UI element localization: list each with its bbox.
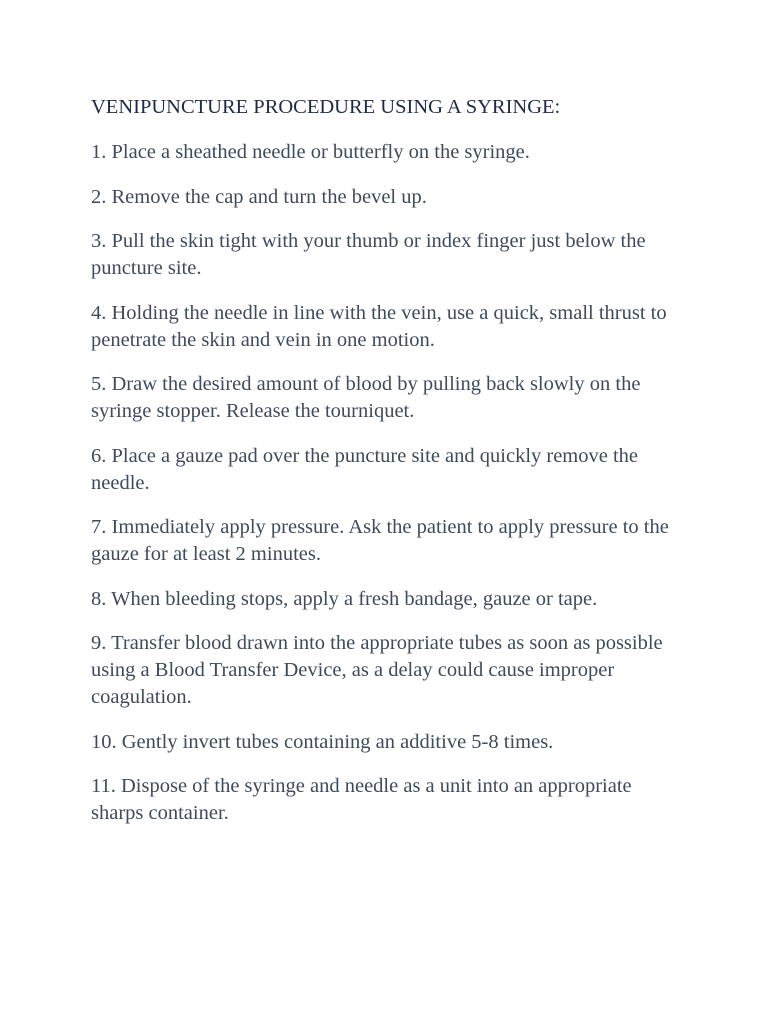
procedure-step-11: 11. Dispose of the syringe and needle as a unit into an appropriate sharps container. — [91, 775, 632, 824]
procedure-steps-list — [91, 139, 681, 827]
procedure-step-10: 10. Gently invert tubes containing an additive 5-8 times. — [91, 730, 554, 753]
document-content — [91, 94, 681, 845]
procedure-step-8: 8. When bleeding stops, apply a fresh bandage, gauze or tape. — [91, 587, 598, 610]
procedure-step-5: 5. Draw the desired amount of blood by pulling back slowly on the syringe stopper. Release the tourniquet. — [91, 373, 641, 422]
procedure-step-2: 2. Remove the cap and turn the bevel up. — [91, 185, 427, 208]
procedure-step-6: 6. Place a gauze pad over the puncture site and quickly remove the needle. — [91, 444, 639, 494]
procedure-step-3: 3. Pull the skin tight with your thumb or index finger just below the puncture site. — [91, 230, 646, 279]
procedure-step-4: 4. Holding the needle in line with the vein, use a quick, small thrust to penetrate the skin and vein in one motion. — [91, 301, 667, 351]
procedure-step-1: 1. Place a sheathed needle or butterfly on the syringe. — [91, 141, 530, 163]
procedure-step-7: 7. Immediately apply pressure. Ask the patient to apply pressure to the gauze for at least 2 minutes. — [91, 516, 669, 565]
document-title: VENIPUNCTURE PROCEDURE USING A SYRINGE: — [91, 96, 561, 118]
procedure-step-9: 9. Transfer blood drawn into the appropriate tubes as soon as possible using a Blood Transfer Device, as a delay could cause improper coagulation. — [91, 632, 663, 708]
